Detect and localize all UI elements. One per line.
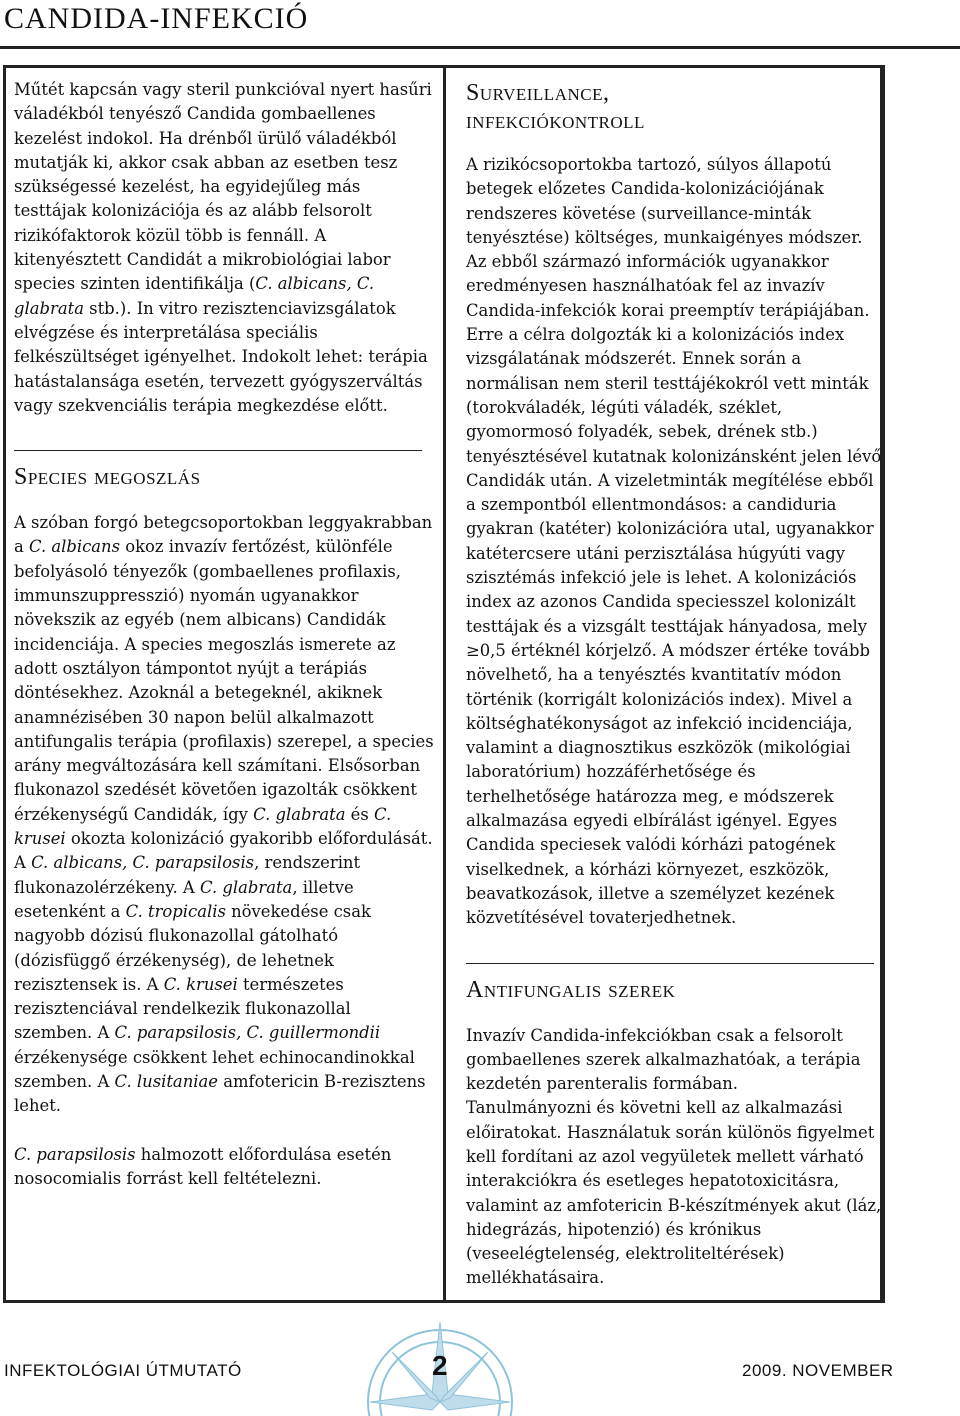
right-column [466, 79, 884, 1291]
species-heading: Species megoszlás [14, 464, 201, 491]
species-paragraph: A szóban forgó betegcsoportokban leggyakrabban a C. albicans okoz invazív fertőzést, különféle befolyásoló tényezők (gombaellenes profilaxis, immunszuppresszió) nyomán ugyanakkor növekszik az egyéb (nem albicans) Candidák incidenciája. A species megoszlás ismerete az adott osztályon támpontot nyújt a terápiás döntésekhez. Azoknál a betegeknél, akiknek anamnézisében 30 napon belül alkalmazott antifungalis terápia (profilaxis) szerepel, a species arány megváltozására kell számítani. Elsősorban flukonazol szedését követően igazolták csökkent érzékenységű Candidák, így C. glabrata és C. krusei okozta kolonizáció gyakoribb előfordulását. A C. albicans, C. parapsilosis, rendszerint flukonazolérzékeny. A C. glabrata, illetve esetenként a C. tropicalis növekedése csak nagyobb dózisú flukonazollal gátolható (dózisfüggő érzékenység), de lehetnek rezisztensek is. A C. krusei természetes rezisztenciával rendelkezik flukonazollal szemben. A C. parapsilosis, C. guillermondii érzékenysége csökkent lehet echinocandinokkal szemben. A C. lusitaniae amfotericin B-rezisztens lehet. [14, 513, 434, 1116]
page-number: 2 [432, 1350, 448, 1381]
surveillance-heading: Surveillance, infekciókontroll [466, 80, 645, 134]
antifungal-paragraph-2: Tanulmányozni és követni kell az alkalmazási előiratokat. Használatuk során különös figyelmet kell fordítani az azol vegyületek mellett várható interakciókra és esetleges hepatotoxicitásra, valamint az amfotericin B-készítmények akut (láz, hidegrázás, hipotenzió) és krónikus (veseelégtelenség, elektroliteltérések) mellékhatásaira. [466, 1098, 882, 1288]
left-column [14, 78, 434, 1191]
antifungal-heading: Antifungalis szerek [466, 976, 676, 1003]
right-column-box [443, 65, 885, 1303]
footer-date: 2009. NOVEMBER [742, 1361, 894, 1380]
footer-publication: INFEKTOLÓGIAI ÚTMUTATÓ [4, 1361, 242, 1380]
surveillance-paragraph: A rizikócsoportokba tartozó, súlyos állapotú betegek előzetes Candida-kolonizációjának rendszeres követése (surveillance-minták tenyésztése) költséges, munkaigényes módszer. Az ebből származó információk ugyanakkor eredményesen használhatóak fel az invazív Candida-infekciók korai preemptív terápiájában. Erre a célra dolgozták ki a kolonizációs index vizsgálatának módszerét. Ennek során a normálisan nem steril testtájékokról vett minták (torokváladék, légúti váladék, széklet, gyomormosó folyadék, sebek, drének stb.) tenyésztésével kutatnak kolonizánsként jelen lévő Candidák után. A vizeletminták megítélése ebből a szempontból ellentmondásos: a candiduria gyakran (katéter) kolonizációra utal, ugyanakkor katétercsere utáni perzisztálása húgyúti vagy szisztémás infekció jele is lehet. A kolonizációs index az azonos Candida speciesszel kolonizált testtájak és a vizsgált testtájak hányadosa, mely ≥0,5 értéknél kórjelző. A módszer értéke tovább növelhető, ha a tenyésztés kvantitatív módon történik (korrigált kolonizációs index). Mivel a költséghatékonyságot az infekció incidenciája, valamint a diagnosztikus eszközök (mikológiai laboratórium) hozzáférhetősége és terhelhetősége határozza meg, e módszerek alkalmazása egyedi elbírálást igényel. Egyes Candida speciesek valódi kórházi patogének viselkednek, a kórházi környezet, eszközök, beavatkozások, illetve a személyzet kezének közvetítésével tovaterjedhetnek. [466, 155, 882, 928]
page-title: CANDIDA-INFEKCIÓ [4, 2, 309, 35]
intro-paragraph: Műtét kapcsán vagy steril punkcióval nyert hasűri váladékból tenyésző Candida gombaellenes kezelést indokol. Ha drénből ürülő váladékból mutatják ki, akkor csak abban az esetben tesz szükségessé kezelést, ha egyidejűleg más testtájak kolonizációja és az alább felsorolt rizikófaktorok közül több is fennáll. A kitenyésztett Candidát a mikrobiológiai labor species szinten identifikálja (C. albicans, C. glabrata stb.). In vitro rezisztenciavizsgálatok elvégzése és interpretálása speciális felkészültséget igényelhet. Indokolt lehet: terápia hatástalansága esetén, tervezett gyógyszerváltás vagy szekvenciális terápia megkezdése előtt. [14, 80, 432, 415]
antifungal-paragraph-1: Invazív Candida-infekciókban csak a felsorolt gombaellenes szerek alkalmazhatóak, a terápia kezdetén parenteralis formában. [466, 1025, 861, 1094]
parapsilosis-paragraph: C. parapsilosis halmozott előfordulása esetén nosocomialis forrást kell feltételezni. [14, 1144, 392, 1188]
title-rule [0, 46, 960, 49]
